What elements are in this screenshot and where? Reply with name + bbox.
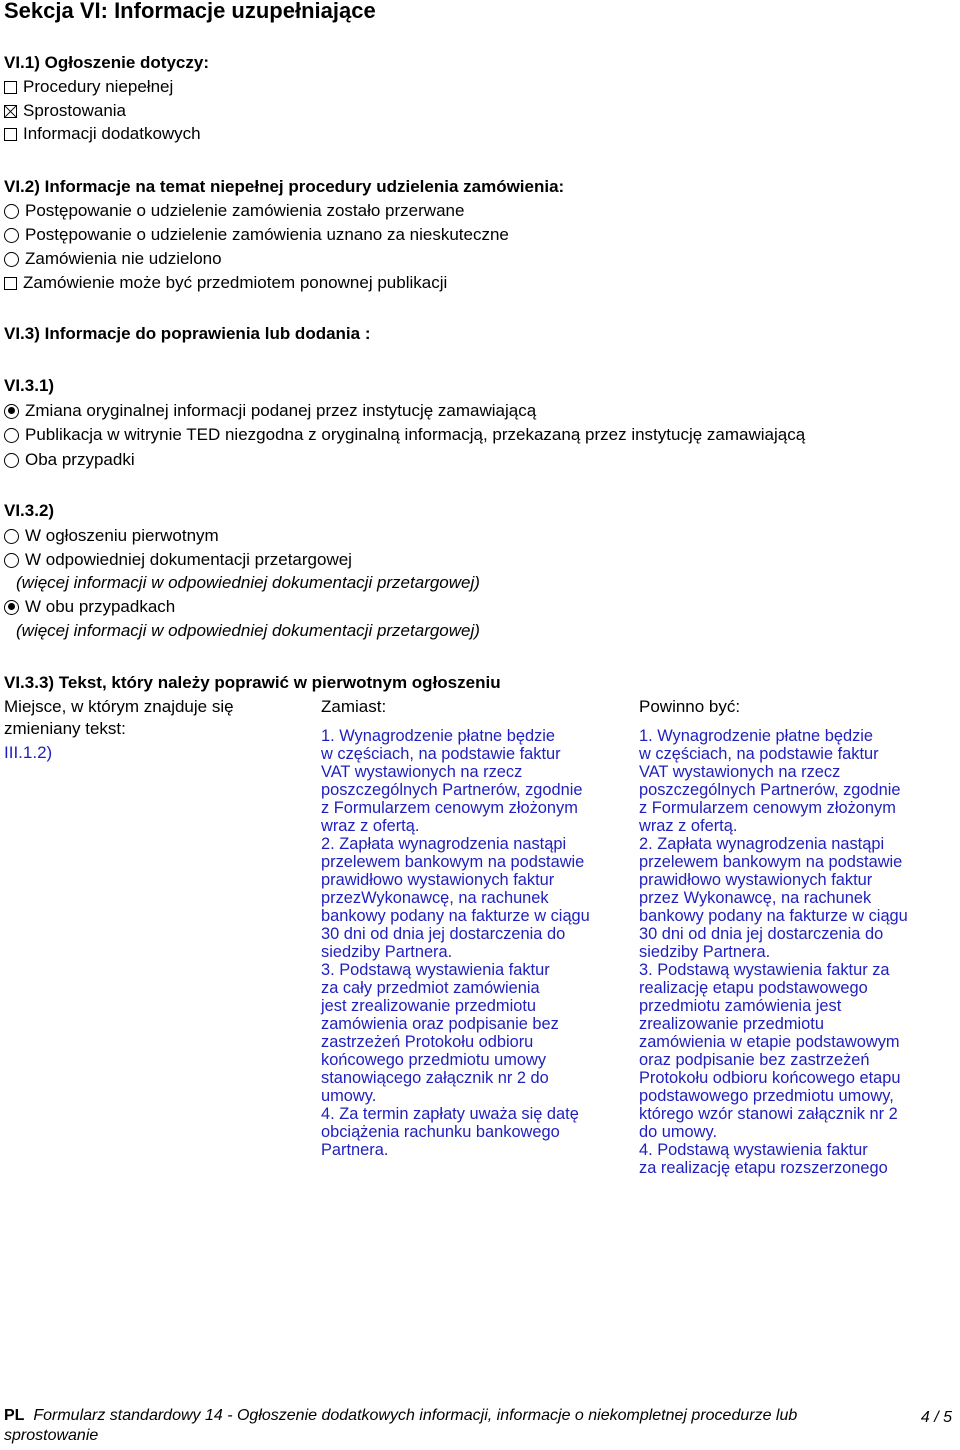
footer-page-number: 4 / 5 xyxy=(920,1409,952,1426)
vi33-heading: VI.3.3) Tekst, który należy poprawić w pierwotnym ogłoszeniu xyxy=(4,673,501,692)
col-place-label xyxy=(4,696,294,740)
footer-lang: PL xyxy=(4,1407,25,1424)
vi1-heading: VI.1) Ogłoszenie dotyczy: xyxy=(4,53,209,72)
col-place-label-line: zmieniany tekst: xyxy=(4,719,126,738)
option-procedury-niepelnej[interactable] xyxy=(4,76,173,98)
radio-nieskuteczne[interactable] xyxy=(4,224,509,246)
radio-unselected-icon[interactable] xyxy=(4,428,19,443)
page-footer xyxy=(4,1406,956,1446)
radio-unselected-icon[interactable] xyxy=(4,252,19,267)
radio-label: Postępowanie o udzielenie zamówienia uznano za nieskuteczne xyxy=(25,225,509,244)
footer-form-name: Formularz standardowy 14 - Ogłoszenie dodatkowych informacji, informacje o niekompletnej procedurze lub xyxy=(33,1407,798,1424)
vi31-heading: VI.3.1) xyxy=(4,376,55,395)
should-text: 1. Wynagrodzenie płatne będzie w częściach, na podstawie faktur VAT wystawionych na rzecz poszczególnych Partnerów, zgodnie z Formularzem cenowym złożonym wraz z ofertą. 2. Zapłata wynagrodzenia nastąpi przelewem bankowym na podstawie prawidłowo wystawionych faktur przez Wykonawcę, na rachunek bankowy podany na fakturze w ciągu 30 dni od dnia jej dostarczenia do siedziby Partnera. 3. Podstawą wystawienia faktur za realizację etapu podstawowego przedmiotu zamówienia jest zrealizowanie przedmiotu zamówienia w etapie podstawowym oraz podpisanie bez zastrzeżeń Protokołu odbioru końcowego etapu podstawowego przedmiotu umowy, którego wzór stanowi załącznik nr 2 do umowy. 4. Podstawą wystawienia faktur za realizację etapu rozszerzonego xyxy=(639,727,908,1177)
col-place-label-line: Miejsce, w którym znajduje się xyxy=(4,697,234,716)
radio-label: Oba przypadki xyxy=(25,450,135,469)
radio-obu-przypadkach[interactable] xyxy=(4,596,175,618)
checkbox-unchecked-icon[interactable] xyxy=(4,128,17,141)
radio-selected-icon[interactable] xyxy=(4,404,19,419)
radio-unselected-icon[interactable] xyxy=(4,529,19,544)
radio-przerwane[interactable] xyxy=(4,200,464,222)
option-informacji-dodatkowych[interactable] xyxy=(4,123,201,145)
footer-form-name-cont: sprostowanie xyxy=(4,1427,99,1444)
radio-unselected-icon[interactable] xyxy=(4,204,19,219)
radio-selected-icon[interactable] xyxy=(4,600,19,615)
vi2-heading: VI.2) Informacje na temat niepełnej procedury udzielenia zamówienia: xyxy=(4,177,565,196)
col-should-label: Powinno być: xyxy=(639,697,741,716)
radio-ogloszenie-pierwotne[interactable] xyxy=(4,525,219,547)
radio-unselected-icon[interactable] xyxy=(4,453,19,468)
radio-oba-przypadki[interactable] xyxy=(4,449,135,471)
place-value: III.1.2) xyxy=(4,743,53,762)
checkbox-ponownej-publikacji[interactable] xyxy=(4,272,447,294)
col-instead-label: Zamiast: xyxy=(321,697,387,716)
radio-publikacja-ted[interactable] xyxy=(4,424,805,446)
radio-label: Zamówienia nie udzielono xyxy=(25,249,222,268)
checkbox-unchecked-icon[interactable] xyxy=(4,81,17,94)
radio-unselected-icon[interactable] xyxy=(4,228,19,243)
radio-label: W ogłoszeniu pierwotnym xyxy=(25,526,219,545)
radio-zmiana-oryginalnej[interactable] xyxy=(4,400,536,422)
radio-label: Zmiana oryginalnej informacji podanej przez instytucję zamawiającą xyxy=(25,401,537,420)
section-title: Sekcja VI: Informacje uzupełniające xyxy=(4,0,376,23)
option-label: Sprostowania xyxy=(23,101,127,120)
option-label: Informacji dodatkowych xyxy=(23,124,201,143)
checkbox-checked-icon[interactable] xyxy=(4,105,17,118)
checkbox-unchecked-icon[interactable] xyxy=(4,277,17,290)
radio-label: W obu przypadkach xyxy=(25,597,176,616)
radio-label: W odpowiedniej dokumentacji przetargowej xyxy=(25,550,352,569)
more-info-note: (więcej informacji w odpowiedniej dokumentacji przetargowej) xyxy=(16,573,480,592)
checkbox-label: Zamówienie może być przedmiotem ponownej publikacji xyxy=(23,273,448,292)
vi3-heading: VI.3) Informacje do poprawienia lub dodania : xyxy=(4,324,371,343)
option-label: Procedury niepełnej xyxy=(23,77,174,96)
option-sprostowania[interactable] xyxy=(4,100,126,122)
radio-label: Postępowanie o udzielenie zamówienia zostało przerwane xyxy=(25,201,465,220)
instead-text: 1. Wynagrodzenie płatne będzie w częściach, na podstawie faktur VAT wystawionych na rzecz poszczególnych Partnerów, zgodnie z Formularzem cenowym złożonym wraz z ofertą. 2. Zapłata wynagrodzenia nastąpi przelewem bankowym na podstawie prawidłowo wystawionych faktur przezWykonawcę, na rachunek bankowy podany na fakturze w ciągu 30 dni od dnia jej dostarczenia do siedziby Partnera. 3. Podstawą wystawienia faktur za cały przedmiot zamówienia jest zrealizowanie przedmiotu zamówienia oraz podpisanie bez zastrzeżeń Protokołu odbioru końcowego przedmiotu umowy stanowiącego załącznik nr 2 do umowy. 4. Za termin zapłaty uważa się datę obciążenia rachunku bankowego Partnera. xyxy=(321,727,590,1159)
vi32-heading: VI.3.2) xyxy=(4,501,55,520)
radio-label: Publikacja w witrynie TED niezgodna z oryginalną informacją, przekazaną przez instytucję zamawiającą xyxy=(25,425,806,444)
radio-nie-udzielono[interactable] xyxy=(4,248,222,270)
radio-dokumentacja[interactable] xyxy=(4,549,352,571)
radio-unselected-icon[interactable] xyxy=(4,553,19,568)
more-info-note: (więcej informacji w odpowiedniej dokumentacji przetargowej) xyxy=(16,621,480,640)
